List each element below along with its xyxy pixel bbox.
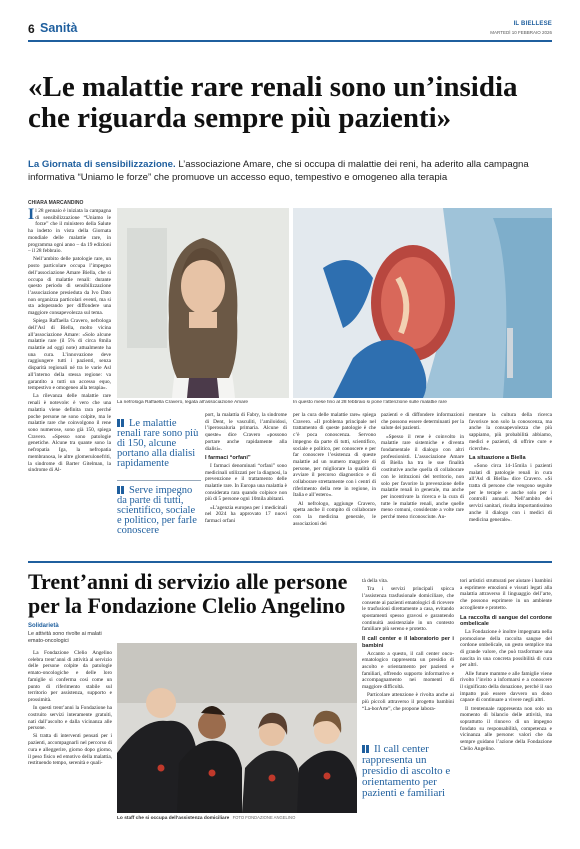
paragraph: per la cura delle malattie rare» spiega Cravero. «Il problema principale nel trattamento di queste patologie è che c’è poca conoscenza. Servono impegno da parte di tutti, scientifico, sociale e politico, per conoscere e per far conoscere l’esistenza di queste malattie ad un numero maggiore di persone, per migliorare la qualità di avviare il percorso diagnostico e di collaborare strettamente con i centri di riferimento della rete in regione, in Italia e all’estero».: [293, 412, 376, 499]
drop-cap: I: [28, 208, 35, 223]
pull-divider: [117, 480, 201, 481]
article1-col3: [293, 412, 376, 552]
caption-staff-text: Lo staff che si occupa dell’assistenza domiciliare: [117, 816, 230, 821]
drop-cap-text: [28, 208, 111, 255]
article1-lead: [28, 159, 554, 184]
paragraph: Alle future mamme e alle famiglie viene rivolto l’invito a informarsi e a conoscere il significato della donazione, perché il suo impatto può essere davvero un dono capace di continuare a vivere negli altri.: [460, 670, 552, 704]
page-number: 6: [28, 22, 35, 36]
article2-headline: [28, 570, 388, 618]
article1-headline-line1: «Le malattie rare renali sono un’insidia: [28, 71, 518, 103]
article2-col3: [460, 578, 552, 828]
quote-mark-icon: [117, 419, 127, 427]
header-rule: [28, 40, 552, 42]
article2-pull-quote: [362, 744, 454, 822]
kidney-illustration: [293, 208, 552, 398]
article1-headline-line2: che riguarda sempre più pazienti»: [28, 102, 452, 134]
photo-kidney-model: [293, 208, 552, 398]
paragraph: La Fondazione è inoltre impegnata nella promozione della raccolta sangue del cordone ombelicale, un gesto semplice ma di grande valore, che può trasformare una nascita in una concreta possibilità di cura per altri.: [460, 628, 552, 669]
photo-credit: FOTO FONDAZIONE ANGELINO: [232, 815, 296, 820]
quote-mark-icon: [362, 745, 372, 753]
article2-kicker: Solidarietà: [28, 623, 59, 629]
article1-lead-text: L’associazione Amare, che si occupa di malattie dei reni, ha aderito alla campagna informativa “Uniamo le forze” che promuove un accesso equo, tempestivo e omogeneo alla terapia: [28, 159, 529, 183]
article2-headline-line2: per la Fondazione Clelio Angelino: [28, 593, 346, 618]
paragraph: l 28 gennaio è iniziata la campagna di sensibilizzazione “Uniamo le forze” che il ministero della Salute ha indetto in vista della Giornata mondiale delle malattie rare, in programma ogni anno – da 19 edizioni – il 28 febbraio.: [28, 208, 111, 255]
staff-illustration: [117, 643, 357, 813]
paragraph: Spiega Raffaella Cravero, nefrologa dell’Asl di Biella, molto vicina all’associazione Amare: «Solo alcune malattie rare (il 5% di circa 8mila malattie ad oggi note) attualmente ha una cura. L’innovazione deve raggiungere tutti i pazienti, senza disparità regionali né tra le varie Asl all’interno della stessa regione: va garantito a tutti un accesso equo, tempestivo e omogeneo alla terapia».: [28, 318, 111, 392]
paragraph: Il trentennale rappresenta non solo un momento di bilancio delle attività, ma soprattutto il rinnovo di un impegno fondato su responsabilità, competenza e vicinanza alle persone: valori che da sempre guidano l’azione della Fondazione Clelio Angelino.: [460, 705, 552, 752]
paragraph: pazienti e di diffondere informazioni che possono essere determinanti per la salute dei pazienti.: [381, 412, 464, 432]
article1-col5: [469, 412, 552, 552]
subheading-orphan-drugs: I farmaci “orfani”: [205, 455, 251, 462]
subheading-biella: La situazione a Biella: [469, 455, 526, 462]
section-label: Sanità: [40, 21, 78, 35]
paragraph: tà della vita.: [362, 578, 389, 584]
paragraph: «L’agenzia europea per i medicinali nel 2024 ha approvato 17 nuovi farmaci orfani: [205, 504, 287, 525]
portrait-illustration: [117, 208, 289, 398]
caption-staff: [117, 815, 357, 821]
paragraph: La Fondazione Clelio Angelino celebra trent’anni di attività al servizio delle persone colpite da patologie emato-oncologiche e delle loro famiglie si conferma così come un punto di riferimento stabile sul territorio per assistenza, supporto e prossimità.: [28, 650, 112, 703]
paragraph: tori artistici strutturati per aiutare i bambini a esprimere emozioni e vissuti legati alla malattia attraverso il linguaggio dell’arte, che possono esprimere in un ambiente accogliente e protetto.: [460, 578, 552, 611]
paragraph: mentare la cultura della ricerca favorisce non solo la conoscenza, ma anche la consapevolezza che più sappiamo, più probabilità abbiamo, medici e pazienti, di offrire cure e ricerche».: [469, 412, 552, 452]
pull-quote-2: [117, 486, 201, 546]
masthead: IL BIELLESE: [513, 21, 552, 27]
pull-quote-2-text: Serve impegno da parte di tutti, scientifico, sociale e politico, per farle conoscere: [117, 486, 197, 536]
article2-col2: [362, 578, 454, 738]
article1-col1: [28, 208, 111, 551]
article1-col4: [381, 412, 464, 552]
caption-nephrologist: La nefrologa Raffaella Cravero, legata all’associazione Amare: [117, 400, 249, 405]
paragraph: «Spesso il rene è coinvolto in malattie rare sistemiche e diventa fondamentale il dialogo con altri professionisti. L’associazione Amare di Biella ha tra le sue finalità costitutive anche quella di collaborare con le istituzioni del territorio, non solo per favorire la prevenzione delle malattie renali in generale, ma anche per incentivare la ricerca e la cura di tutte le malattie renali, anche quelle meno comuni, considerate a volte rare perché meno riconosciute. Au-: [381, 433, 464, 521]
article1-lead-strong: La Giornata di sensibilizzazione.: [28, 159, 176, 170]
quote-mark-icon: [117, 486, 127, 494]
paragraph: In questi trent’anni la Fondazione ha costruito servizi interamente gratuiti, nati dall’ascolto e dalla vicinanza alle persone.: [28, 705, 112, 732]
article2-col1: [28, 650, 112, 824]
paragraph: «Sono circa 14-15mila i pazienti malati di patologie renali in cura all’Asl di Biella» dice Cravero. «Si tratta di persone che vengono seguite per le terapie e anche solo per i controlli annuali. Nell’ambito dei servizi sanitari, risulta importantissimo anche il dialogo con i medici di medicina generale».: [469, 462, 552, 523]
photo-nephrologist: [117, 208, 289, 398]
subheading-call-center: Il call center e il laboratorio per i bambini: [362, 636, 454, 649]
article1-col2: [205, 412, 287, 552]
paragraph: Nell’ambito delle patologie rare, un posto particolare occupa l’impegno dell’associazione Amare Biella, che si occupa di malattie renali: durante questo periodo di sensibilizzazione l’associazione presieduta da Ivo Dato non organizza particolari eventi, ma si sta adoperando per diffondere una maggiore consapevolezza sul tema.: [28, 256, 111, 317]
paragraph: port, la malattia di Fabry, la sindrome di Dent, le vasculiti, l’amiloidosi, l’iperossaluria primaria. Alcune di queste» dice Cravero «possono portare anche rapidamente alla dialisi».: [205, 412, 287, 452]
article2-kicker-sub: Le attività sono rivolte ai malati emato-oncologici: [28, 631, 102, 644]
subheading-cord-blood: La raccolta di sangue del cordone ombelicale: [460, 614, 552, 628]
paragraph: La rilevanza delle malattie rare renali è notevole: è vero che una malattia viene definita rara perché poche persone ne sono colpite, ma le malattie rare che coinvolgono il rene sono numerose, sono già 150, spiega Cravero. «Spesso sono patologie genetiche. Alcune tra quante sono la nefropatia Iga, la nefropatia membranosa, le altre glomerulonefriti, la sindrome di Barter Gitelman, la sindrome di Al-: [28, 393, 111, 474]
paragraph: Tra i servizi principali spicca l’assistenza trasfusionale domiciliare, che consente ai pazienti ematologici di ricevere le trasfusioni direttamente a casa, evitando spostamenti spesso gravosi e garantendo continuità assistenziale in un contesto familiare più sereno e protetto.: [362, 586, 454, 633]
photo-staff: [117, 643, 357, 813]
byline: CHIARA MARCANDINO: [28, 200, 84, 206]
pull-quote-1-text: Le malattie renali rare sono più di 150, alcune portano alla dialisi rapidamente: [117, 419, 199, 469]
paragraph: Al nefrologo, aggiunge Cravero, spetta anche il compito di collaborare con la medicina generale, le associazioni dei: [293, 500, 376, 527]
article2-headline-line1: Trent’anni di servizio alle persone: [28, 569, 348, 594]
pull-quote-1: [117, 419, 201, 477]
article-divider: [28, 561, 552, 563]
paragraph: Particolare attenzione è rivolta anche ai più piccoli attraverso il progetto bambini “La-borArte”, che propone labora-: [362, 692, 454, 712]
article1-headline: [28, 72, 558, 134]
article2-pull-quote-text: Il call center rappresenta un presidio di ascolto e orientamento per pazienti e familiari: [362, 744, 451, 799]
paragraph: Accanto a questo, il call center onco-ematologico rappresenta un presidio di ascolto e orientamento per pazienti e familiari, offrendo supporto informativo e accompagnamento nei momenti di maggiore difficoltà.: [362, 650, 454, 691]
paragraph: I farmaci denominati “orfani” sono medicinali utilizzati per la diagnosi, la prevenzione e il trattamento delle malattie rare. In Europa una malattia è considerata rara quando colpisce non più di 5 persone ogni 10mila abitanti.: [205, 462, 287, 503]
paragraph: Si tratta di interventi pensati per i pazienti, accompagnarli nel percorso di cura e alleggerire, giorno dopo giorno, il peso fisico ed emotivo della malattia, restituendo tempo, serenità e quali-: [28, 733, 112, 767]
issue-date: MARTEDÌ 10 FEBBRAIO 2026: [490, 30, 552, 35]
caption-kidney: In questo mese fino al 28 febbraio si pone l’attenzione sulle malattie rare: [293, 400, 447, 405]
